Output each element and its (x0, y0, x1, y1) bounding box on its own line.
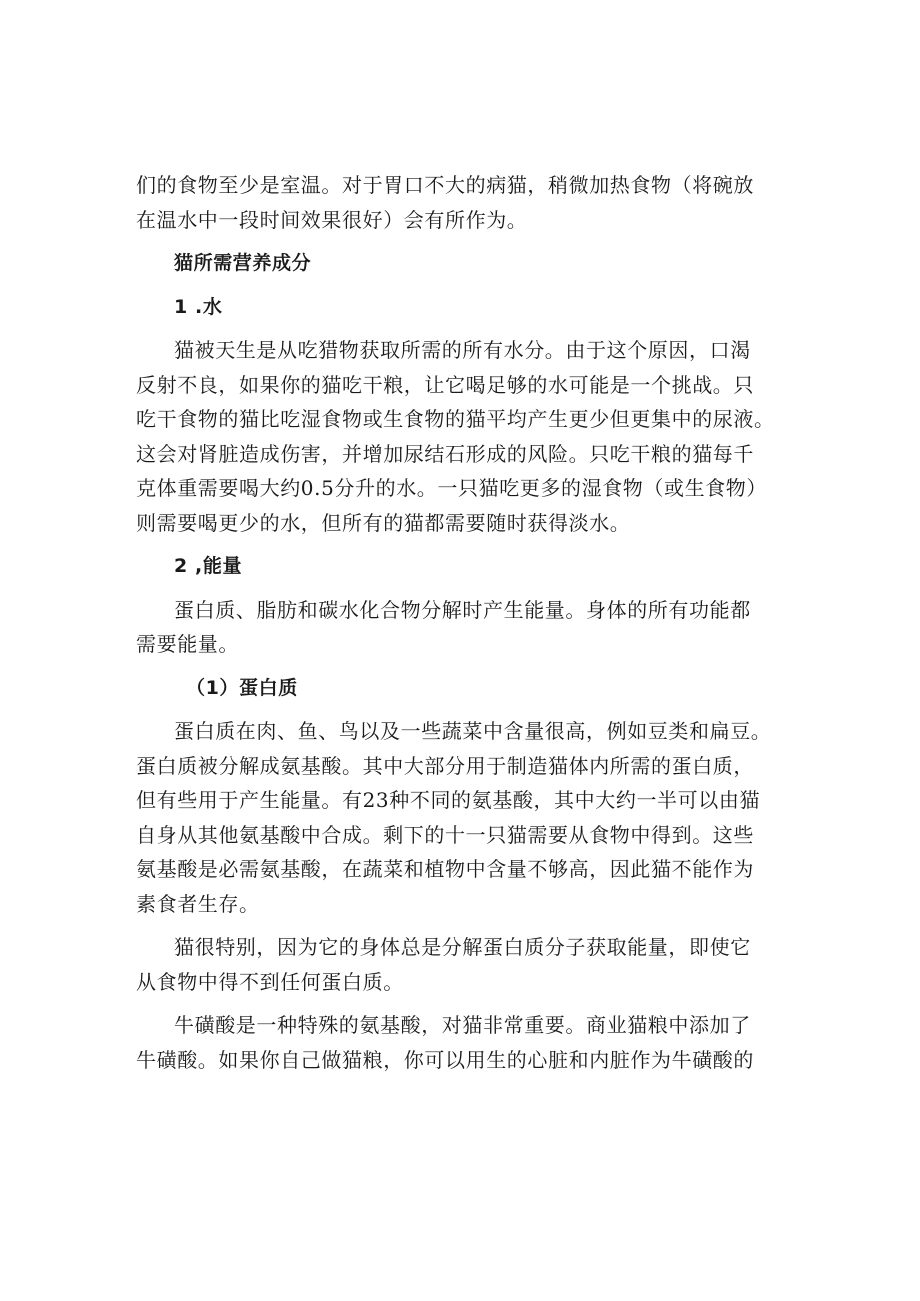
text-line: 蛋白质在肉、鱼、鸟以及一些蔬菜中含量很高，例如豆类和扁豆。 (174, 719, 772, 743)
paragraph-continuation (136, 168, 786, 237)
document-body (136, 168, 786, 1077)
text-line: 克体重需要喝大约0.5分升的水。一只猫吃更多的湿食物（或生食物） (136, 476, 768, 500)
text-line: 氨基酸是必需氨基酸，在蔬菜和植物中含量不够高，因此猫不能作为 (136, 857, 754, 881)
paragraph-cat-special (136, 930, 786, 999)
text-line: 从食物中得不到任何蛋白质。 (136, 969, 404, 994)
paragraph-energy (136, 593, 786, 662)
text-line: 在温水中一段时间效果很好）会有所作为。 (136, 207, 528, 232)
subsection-heading-protein: （1）蛋白质 (186, 676, 298, 699)
subsection-heading-energy: 2 ,能量 (174, 555, 243, 577)
text-line: 蛋白质被分解成氨基酸。其中大部分用于制造猫体内所需的蛋白质， (136, 753, 754, 778)
paragraph-taurine (136, 1008, 786, 1077)
text-line: 需要能量。 (136, 632, 239, 656)
paragraph-water (136, 333, 786, 540)
section-heading-nutrients: 猫所需营养成分 (174, 252, 312, 274)
text-line: 蛋白质、脂肪和碳水化合物分解时产生能量。身体的所有功能都 (174, 597, 751, 622)
text-line: 吃干食物的猫比吃湿食物或生食物的猫平均产生更少但更集中的尿液。 (136, 407, 775, 431)
text-line: 则需要喝更少的水，但所有的猫都需要随时获得淡水。 (136, 510, 631, 535)
text-line: 牛磺酸。如果你自己做猫粮，你可以用生的心脏和内脏作为牛磺酸的 (136, 1047, 754, 1072)
subsection-heading-water: 1 .水 (174, 295, 223, 318)
text-line: 猫很特别，因为它的身体总是分解蛋白质分子获取能量，即使它 (174, 935, 751, 959)
text-line: 自身从其他氨基酸中合成。剩下的十一只猫需要从食物中得到。这些 (136, 822, 754, 847)
text-line: 反射不良，如果你的猫吃干粮，让它喝足够的水可能是一个挑战。只 (136, 372, 754, 397)
paragraph-protein (136, 714, 786, 921)
text-line: 牛磺酸是一种特殊的氨基酸，对猫非常重要。商业猫粮中添加了 (174, 1013, 751, 1037)
text-line: 这会对肾脏造成伤害，并增加尿结石形成的风险。只吃干粮的猫每千 (136, 441, 754, 466)
text-line: 们的食物至少是室温。对于胃口不大的病猫，稍微加热食物（将碗放 (136, 173, 754, 197)
text-line: 素食者生存。 (136, 891, 260, 916)
text-line: 猫被天生是从吃猎物获取所需的所有水分。由于这个原因，口渴 (174, 338, 751, 362)
text-line: 但有些用于产生能量。有23种不同的氨基酸，其中大约一半可以由猫 (136, 788, 761, 812)
